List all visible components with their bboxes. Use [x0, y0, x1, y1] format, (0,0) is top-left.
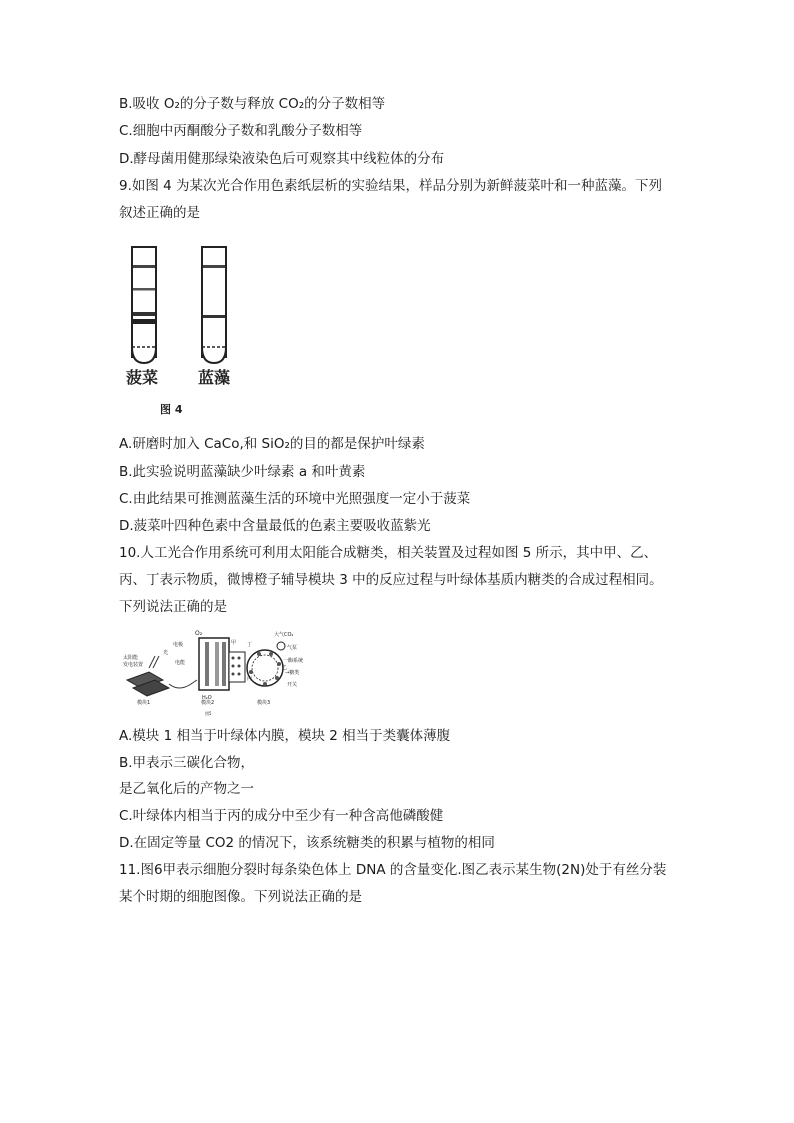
text-line-3: D.酵母菌用健那绿染液染色后可观察其中线粒体的分布: [119, 151, 445, 167]
svg-text:甲: 甲: [231, 640, 237, 646]
question-11-stem-cont: 某个时期的细胞图像。下列说法正确的是: [119, 889, 362, 905]
option-9b: B.此实验说明蓝藻缺少叶绿素 a 和叶黄素: [119, 464, 366, 480]
svg-text:太阳能: 太阳能: [123, 655, 139, 661]
question-9-stem-cont: 叙述正确的是: [119, 205, 200, 221]
svg-text:乙: 乙: [282, 665, 288, 671]
svg-text:发电装置: 发电装置: [123, 662, 144, 668]
svg-text:电能: 电能: [175, 660, 186, 666]
option-9a: A.研磨时加入 CaCo,和 SiO₂的目的都是保护叶绿素: [119, 436, 425, 452]
svg-text:→糖类: →糖类: [285, 670, 300, 676]
spinach-label: 菠菜: [126, 368, 159, 387]
option-10c: C.叶绿体内相当于丙的成分中至少有一种含高他磷酸健: [119, 808, 444, 824]
option-10b-cont: 是乙氧化后的产物之一: [119, 781, 254, 797]
svg-text:模块1: 模块1: [137, 700, 151, 706]
svg-text:开关: 开关: [287, 682, 298, 688]
svg-text:一酶系统: 一酶系统: [283, 658, 304, 664]
svg-text:H₂O: H₂O: [202, 695, 212, 701]
option-10d: D.在固定等量 CO2 的情况下，该系统糖类的积累与植物的相同: [119, 835, 495, 851]
module-3-reactor: [247, 631, 303, 688]
svg-text:大气CO₂: 大气CO₂: [274, 632, 294, 638]
figure-5-apparatus: [119, 622, 309, 718]
svg-text:电极: 电极: [173, 642, 184, 648]
svg-text:光: 光: [163, 650, 169, 656]
question-10-stem-cont-2: 下列说法正确的是: [119, 599, 227, 615]
figure-5-caption: 图5: [205, 711, 212, 716]
spinach-strip: [132, 247, 156, 363]
figure-4-chromatography: [120, 243, 248, 418]
module-2-electrolysis: [173, 630, 245, 701]
option-10b: B.甲表示三碳化合物，: [119, 755, 255, 771]
svg-text:丙: 丙: [247, 676, 253, 682]
svg-text:丁: 丁: [247, 642, 253, 648]
option-9c: C.由此结果可推测蓝藻生活的环境中光照强度一定小于菠菜: [119, 491, 471, 507]
svg-text:模块3: 模块3: [257, 700, 271, 706]
question-9-stem: 9.如图 4 为某次光合作用色素纸层析的实验结果，样品分别为新鲜菠菜叶和一种蓝藻。下列: [119, 178, 663, 194]
text-line-2: C.细胞中丙酮酸分子数和乳酸分子数相等: [119, 123, 363, 139]
svg-text:O₂: O₂: [195, 630, 203, 637]
question-11-stem: 11.图6甲表示细胞分裂时每条染色体上 DNA 的含量变化.图乙表示某生物(2N)处于有丝分装: [119, 862, 667, 878]
svg-text:模块2: 模块2: [201, 700, 215, 706]
option-10a: A.模块 1 相当于叶绿体内膜，模块 2 相当于类囊体薄腹: [119, 728, 451, 744]
module-1-solar: [123, 649, 169, 696]
option-9d: D.菠菜叶四种色素中含量最低的色素主要吸收蓝紫光: [119, 518, 431, 534]
figure-4-caption: 图 4: [160, 403, 183, 416]
question-10-stem-cont: 丙、丁表示物质，微博橙子辅导模块 3 中的反应过程与叶绿体基质内糖类的合成过程相同。: [119, 572, 663, 588]
question-10-stem: 10.人工光合作用系统可利用太阳能合成糖类，相关装置及过程如图 5 所示，其中甲、乙、: [119, 545, 658, 561]
cyanobacteria-strip: [202, 247, 226, 363]
cyanobacteria-label: 蓝藻: [198, 368, 231, 387]
svg-text:气泵: 气泵: [287, 645, 298, 651]
text-line-1: B.吸收 O₂的分子数与释放 CO₂的分子数相等: [119, 96, 386, 112]
